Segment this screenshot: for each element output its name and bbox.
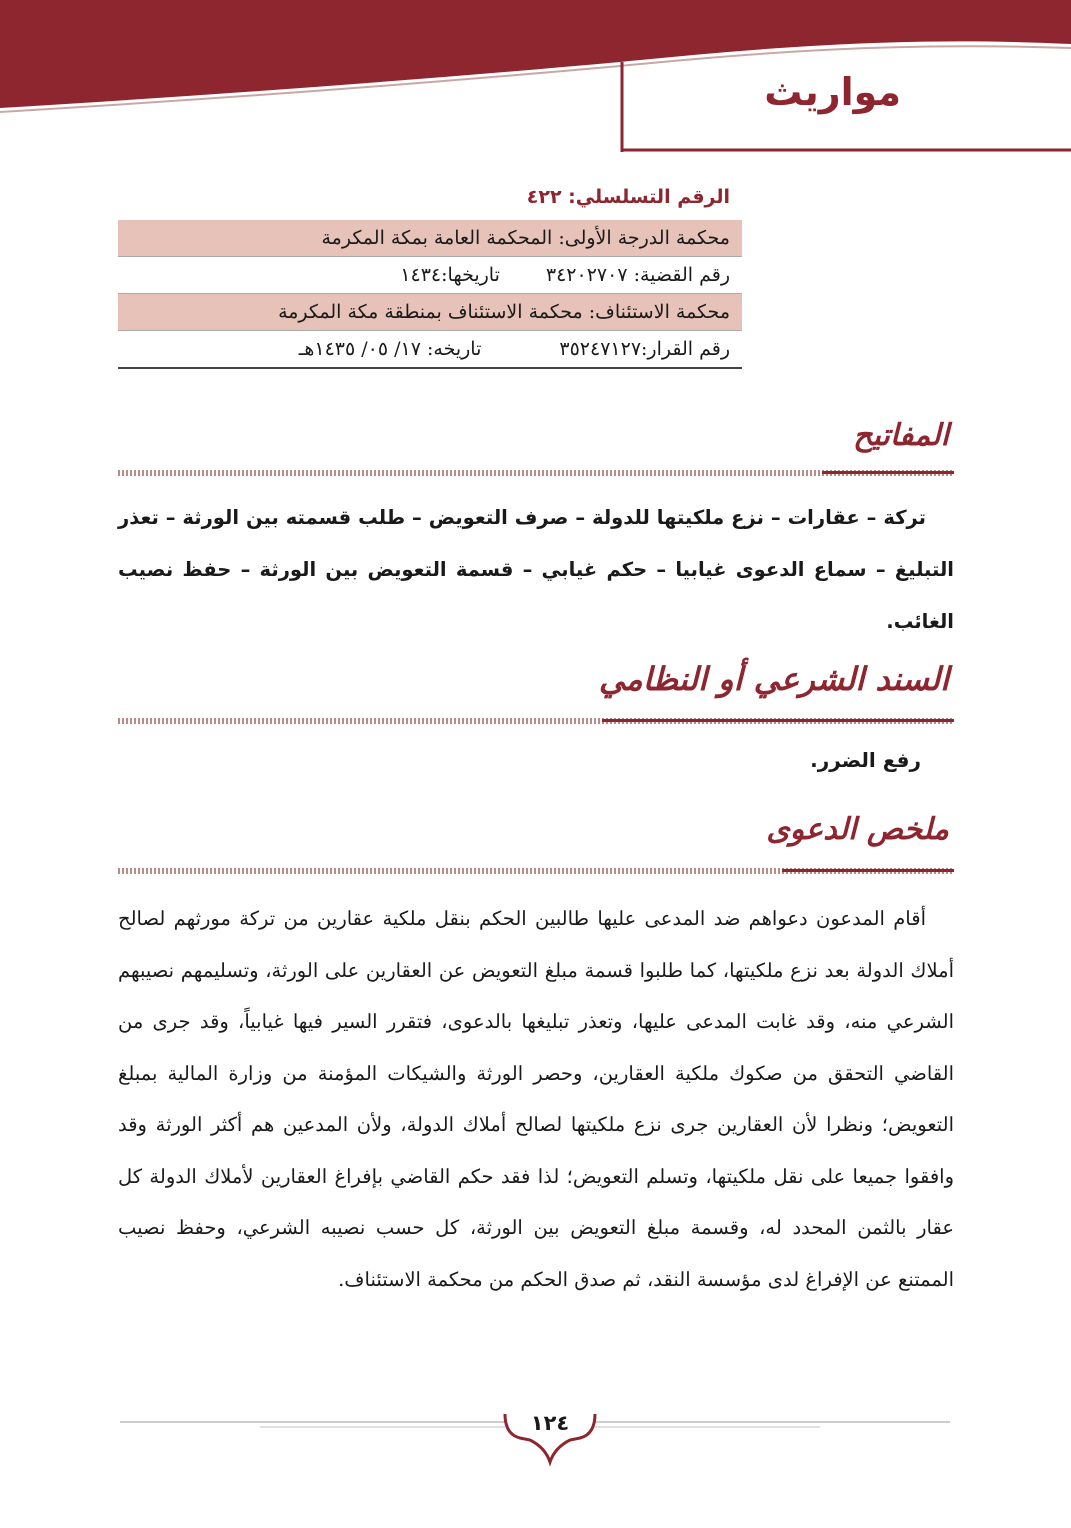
summary-divider-accent [782, 869, 954, 872]
page-number: ١٢٤ [530, 1411, 570, 1435]
case-number: رقم القضية: ٣٤٢٠٢٧٠٧ [545, 264, 730, 286]
basis-divider-accent [602, 719, 954, 722]
header-band [0, 0, 1071, 160]
keywords-text: تركة – عقارات – نزع ملكيتها للدولة – صرف التعويض – طلب قسمته بين الورثة – تعذر التبليغ – سماع الدعوى غيابيا – حكم غيابي – قسمة التعويض بين الورثة – حفظ نصيب الغائب. [118, 506, 954, 633]
case-date: تاريخها:١٤٣٤ [400, 264, 500, 286]
summary-text: أقام المدعون دعواهم ضد المدعى عليها طالبين الحكم بنقل ملكية عقارين من تركة مورثهم لصالح أملاك الدولة بعد نزع ملكيتها، كما طلبوا قسمة مبلغ التعويض عن العقارين على الورثة، وتسليمهم نصيبهم الشرعي منه، وقد غابت المدعى عليها، وتعذر تبليغها بالدعوى، فتقرر السير فيها غيابياً، وقد جرى من القاضي التحقق من صكوك ملكية العقارين، وحصر الورثة والشيكات المؤمنة من وزارة المالية بمبلغ التعويض؛ ونظرا لأن العقارين جرى نزع ملكيتها لصالح أملاك الدولة، ولأن المدعين هم أكثر الورثة وقد وافقوا جميعا على نقل ملكيتها، وتسلم التعويض؛ لذا فقد حكم القاضي بإفراغ العقارين لأملاك الدولة كل عقار بالثمن المحدد له، وقسمة مبلغ التعويض بين الورثة، كل حسب نصيبه الشرعي، وحفظ نصيب الممتنع عن الإفراغ لدى مؤسسة النقد، ثم صدق الحكم من محكمة الاستئناف. [118, 907, 954, 1291]
first-court-row [118, 220, 742, 257]
case-number-row [118, 257, 742, 294]
serial-label: الرقم التسلسلي: [568, 186, 730, 208]
decision-number-row [118, 331, 742, 369]
page-title: مواريث [764, 70, 901, 114]
keywords-heading: المفاتيح [853, 418, 949, 453]
appeal-court-row [118, 294, 742, 331]
basis-text: رفع الضرر. [810, 748, 921, 772]
serial-number [118, 180, 742, 220]
summary-heading: ملخص الدعوى [766, 812, 949, 847]
basis-heading: السند الشرعي أو النظامي [598, 660, 949, 698]
keywords-divider-accent [822, 471, 954, 474]
serial-value: ٤٢٢ [526, 186, 562, 208]
decision-number: رقم القرار:٣٥٢٤٧١٢٧ [559, 338, 730, 360]
appeal-court-text: محكمة الاستئناف: محكمة الاستئناف بمنطقة مكة المكرمة [278, 301, 730, 323]
first-court-text: محكمة الدرجة الأولى: المحكمة العامة بمكة المكرمة [321, 227, 730, 249]
case-info-table [118, 180, 742, 369]
decision-date: تاريخه: ١٧/ ٠٥/ ١٤٣٥هـ [298, 338, 482, 360]
